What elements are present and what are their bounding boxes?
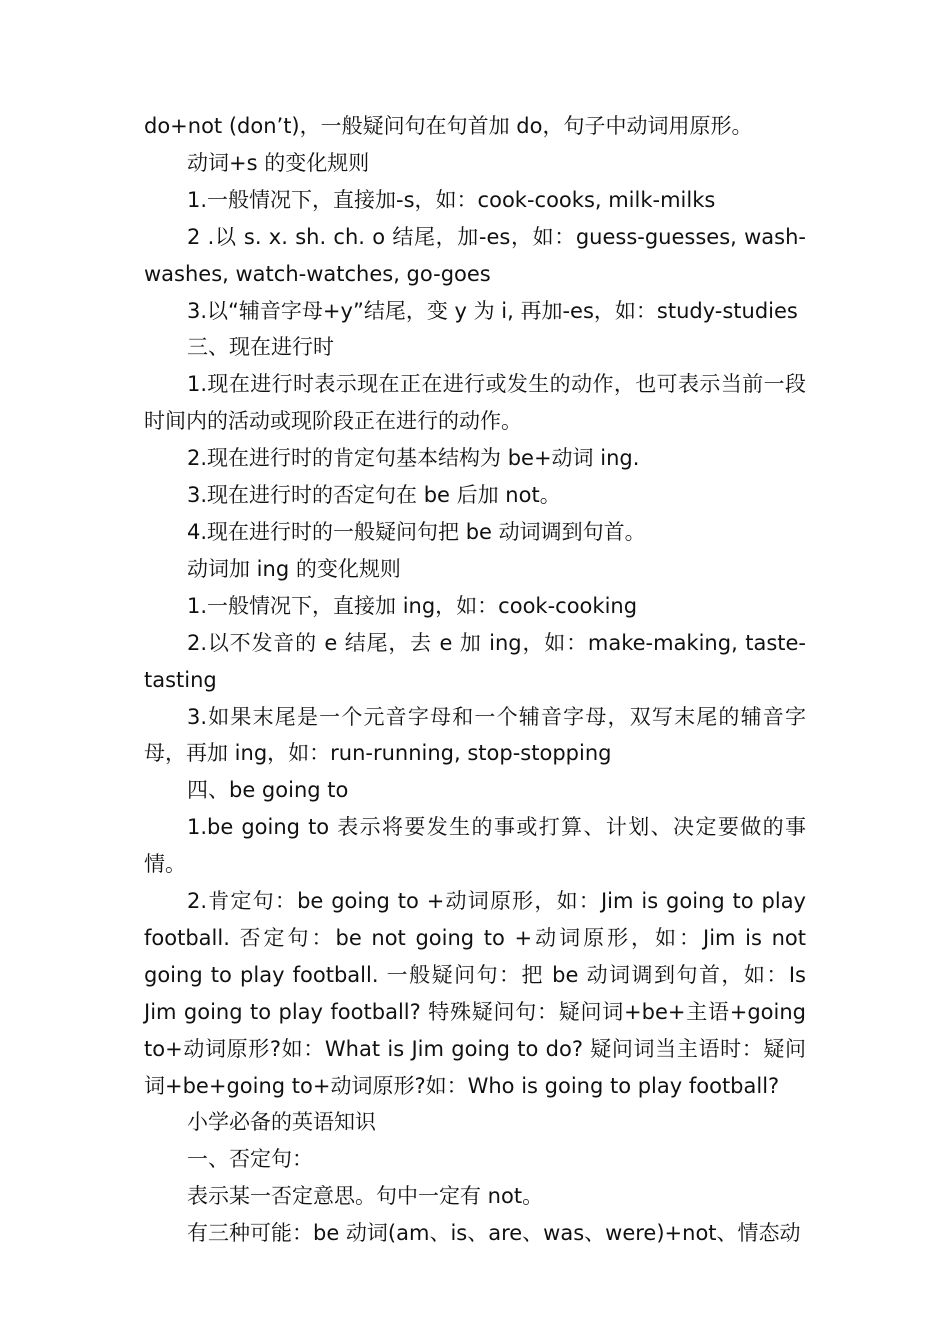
paragraph: 2.肯定句：be going to +动词原形，如：Jim is going to play football. 否定句：be not going to +动词原形，如：Jim is not going to play football. 一般疑问句：把 be 动词调到句首，如：Is Jim going to play football? 特殊疑问句：疑问词+be+主语+going to+动词原形?如：What is Jim going to do? 疑问词当主语时：疑问词+be+going to+动词原形?如：Who is going to play football? bbox=[144, 889, 806, 1098]
paragraph: 动词加 ing 的变化规则 bbox=[187, 556, 401, 581]
paragraph: 3.以“辅音字母+y”结尾，变 y 为 i, 再加-es，如：study-studies bbox=[187, 298, 798, 323]
paragraph: 4.现在进行时的一般疑问句把 be 动词调到句首。 bbox=[187, 519, 646, 544]
document-body bbox=[144, 108, 806, 1252]
paragraph: 表示某一否定意思。句中一定有 not。 bbox=[187, 1184, 544, 1209]
paragraph: 1.现在进行时表示现在正在进行或发生的动作，也可表示当前一段时间内的活动或现阶段正在进行的动作。 bbox=[144, 372, 806, 434]
paragraph: 2 .以 s. x. sh. ch. o 结尾，加-es，如：guess-guesses, wash-washes, watch-watches, go-goes bbox=[144, 224, 806, 286]
paragraph: 1.一般情况下，直接加-s，如：cook-cooks, milk-milks bbox=[187, 187, 716, 212]
section-heading: 一、否定句： bbox=[187, 1147, 313, 1172]
paragraph: 动词+s 的变化规则 bbox=[187, 150, 370, 175]
paragraph: do+not (don’t)，一般疑问句在句首加 do，句子中动词用原形。 bbox=[144, 114, 753, 138]
paragraph: 3.现在进行时的否定句在 be 后加 not。 bbox=[187, 483, 561, 508]
paragraph: 2.以不发音的 e 结尾，去 e 加 ing，如：make-making, taste-tasting bbox=[144, 630, 806, 692]
paragraph: 2.现在进行时的肯定句基本结构为 be+动词 ing. bbox=[187, 446, 640, 471]
paragraph: 1.一般情况下，直接加 ing，如：cook-cooking bbox=[187, 593, 638, 618]
paragraph: 有三种可能：be 动词(am、is、are、was、were)+not、情态动 bbox=[187, 1221, 801, 1246]
paragraph: 1.be going to 表示将要发生的事或打算、计划、决定要做的事情。 bbox=[144, 815, 806, 877]
section-heading: 三、现在进行时 bbox=[187, 335, 334, 360]
section-heading: 四、be going to bbox=[187, 778, 349, 803]
section-heading: 小学必备的英语知识 bbox=[187, 1110, 376, 1135]
paragraph: 3.如果末尾是一个元音字母和一个辅音字母，双写末尾的辅音字母，再加 ing，如：run-running, stop-stopping bbox=[144, 704, 806, 766]
